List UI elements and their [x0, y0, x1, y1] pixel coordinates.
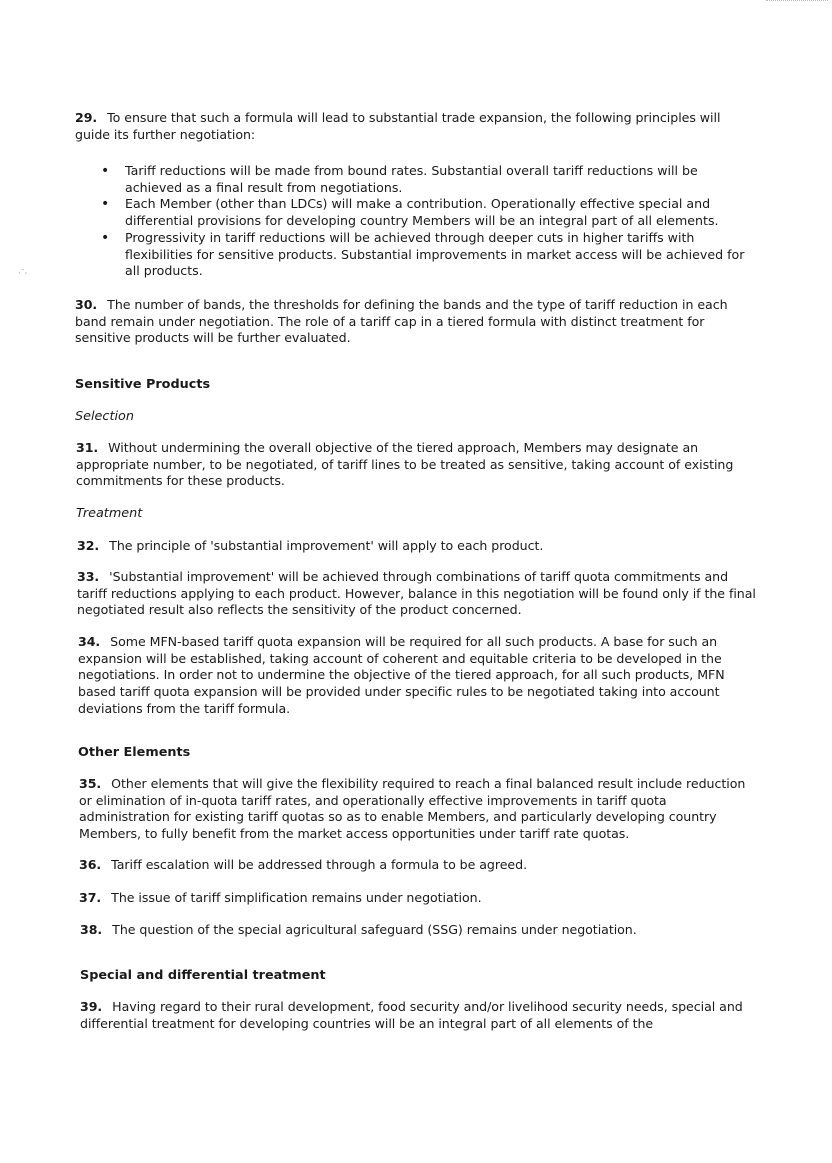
paragraph-30 — [75, 297, 755, 347]
section-heading-sensitive-products: Sensitive Products — [75, 377, 211, 392]
paragraph-number: 31. — [76, 440, 99, 455]
paragraph-number: 36. — [79, 857, 102, 872]
paragraph-number: 32. — [77, 538, 100, 553]
paragraph-text: Having regard to their rural development, food security and/or livelihood security needs, special and differential treatment for developing countries will be an integral part of all elements of the — [80, 999, 743, 1031]
list-item-text: Progressivity in tariff reductions will be achieved through deeper cuts in higher tariffs with flexibilities for sensitive products. Substantial improvements in market access will be achieved for all products. — [125, 229, 745, 279]
paragraph-number: 33. — [77, 569, 100, 584]
section-heading-special-differential: Special and differential treatment — [80, 968, 326, 983]
paragraph-text: To ensure that such a formula will lead to substantial trade expansion, the following principles will guide its further negotiation: — [75, 110, 721, 142]
paragraph-text: The principle of 'substantial improvement' will apply to each product. — [109, 538, 544, 553]
paragraph-37 — [79, 890, 759, 907]
paragraph-36 — [79, 857, 759, 874]
paragraph-number: 38. — [80, 922, 103, 937]
paragraph-number: 30. — [75, 297, 98, 312]
paragraph-text: Other elements that will give the flexibility required to reach a final balanced result include reduction or elimination of in-quota tariff rates, and operationally effective improvements in tariff quota administration for existing tariff quotas so as to enable Members, and particularly developing country Members, to fully benefit from the market access opportunities under tariff rate quotas. — [79, 776, 746, 842]
list-item-text: Each Member (other than LDCs) will make a contribution. Operationally effective special and differential provisions for developing country Members will be an integral part of all elements. — [125, 196, 719, 229]
paragraph-34 — [78, 634, 758, 718]
paragraph-text: Without undermining the overall objective of the tiered approach, Members may designate an appropriate number, to be negotiated, of tariff lines to be treated as sensitive, taking account of existing commitments for these products. — [76, 440, 734, 489]
paragraph-number: 35. — [79, 776, 102, 791]
list-item-text: Tariff reductions will be made from bound rates. Substantial overall tariff reductions will be achieved as a final result from negotiations. — [125, 163, 698, 195]
paragraph-38 — [80, 922, 760, 939]
paragraph-number: 39. — [80, 999, 103, 1014]
list-item — [101, 230, 751, 280]
paragraph-text: The issue of tariff simplification remains under negotiation. — [111, 890, 482, 905]
paragraph-text: The number of bands, the thresholds for defining the bands and the type of tariff reduction in each band remain under negotiation. The role of a tariff cap in a tiered formula with distinct treatment for sensitive products will be further evaluated. — [75, 297, 728, 346]
section-heading-other-elements: Other Elements — [78, 745, 191, 760]
paragraph-29 — [75, 110, 755, 143]
paragraph-31 — [76, 440, 756, 490]
paragraph-text: 'Substantial improvement' will be achieved through combinations of tariff quota commitments and tariff reductions applying to each product. However, balance in this negotiation will be found only if the final negotiated result also reflects the sensitivity of the product concerned. — [77, 569, 756, 618]
paragraph-number: 34. — [78, 634, 101, 649]
paragraph-text: Some MFN-based tariff quota expansion will be required for all such products. A base for such an expansion will be established, taking account of coherent and equitable criteria to be developed in the negotiations. In order not to undermine the objective of the tiered approach, for all such products, MFN based tariff quota expansion will be provided under specific rules to be negotiated taking into account deviations from the tariff formula. — [78, 634, 725, 716]
paragraph-35 — [79, 776, 759, 843]
paragraph-text: The question of the special agricultural safeguard (SSG) remains under negotiation. — [112, 922, 637, 937]
paragraph-number: 29. — [75, 110, 98, 125]
margin-mark: ˎ‐¸ — [18, 266, 28, 274]
paragraph-text: Tariff escalation will be addressed through a formula to be agreed. — [111, 857, 528, 872]
list-item — [101, 196, 751, 229]
principles-list — [101, 163, 751, 280]
subheading-selection: Selection — [75, 409, 134, 424]
subheading-treatment: Treatment — [76, 506, 143, 521]
paragraph-39 — [80, 999, 760, 1032]
paragraph-33 — [77, 569, 757, 619]
scan-artifact — [766, 0, 828, 3]
paragraph-number: 37. — [79, 890, 102, 905]
paragraph-32 — [77, 538, 757, 555]
list-item — [101, 163, 751, 196]
